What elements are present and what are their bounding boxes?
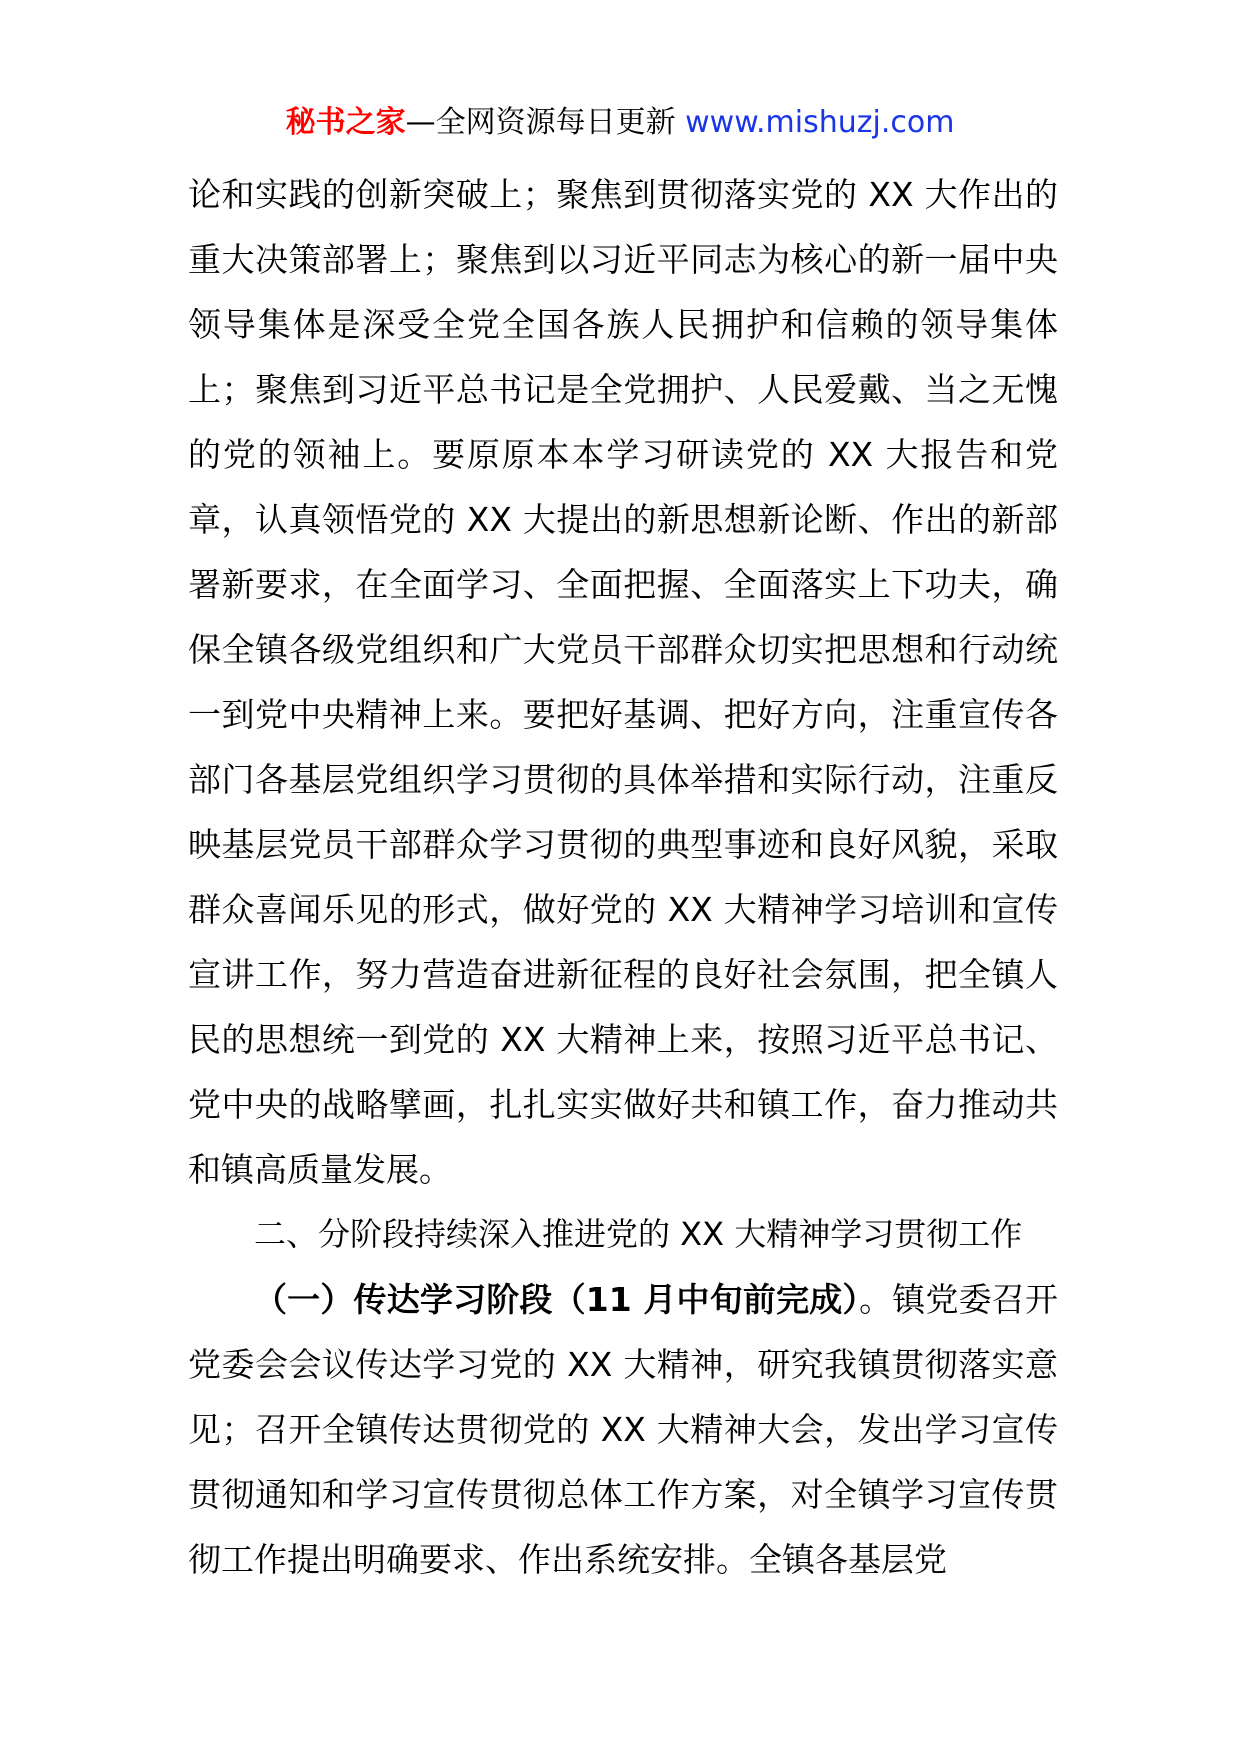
section-heading: 二、分阶段持续深入推进党的 XX 大精神学习贯彻工作: [254, 1215, 1023, 1253]
header-tagline: —全网资源每日更新: [405, 105, 686, 140]
body-paragraph: 论和实践的创新突破上；聚焦到贯彻落实党的 XX 大作出的重大决策部署上；聚焦到以习近平同志为核心的新一届中央领导集体是深受全党全国各族人民拥护和信赖的领导集体上；聚焦到习近平总书记是全党拥护、人民爱戴、当之无愧的党的领袖上。要原原本本学习研读党的 XX 大报告和党章，认真领悟党的 XX 大提出的新思想新论断、作出的新部署新要求，在全面学习、全面把握、全面落实上下功夫，确保全镇各级党组织和广大党员干部群众切实把思想和行动统一到党中央精神上来。要把好基调、把好方向，注重宣传各部门各基层党组织学习贯彻的具体举措和实际行动，注重反映基层党员干部群众学习贯彻的典型事迹和良好风貌，采取群众喜闻乐见的形式，做好党的 XX 大精神学习培训和宣传宣讲工作，努力营造奋进新征程的良好社会氛围，把全镇人民的思想统一到党的 XX 大精神上来，按照习近平总书记、党中央的战略擘画，扎扎实实做好共和镇工作，奋力推动共和镇高质量发展。: [188, 175, 1058, 1189]
document-body: [188, 162, 1058, 1592]
header-url[interactable]: www.mishuzj.com: [685, 105, 955, 140]
subsection-title: （一）传达学习阶段（11 月中旬前完成）: [254, 1280, 860, 1319]
header-brand: 秘书之家: [285, 105, 406, 140]
subsection-body: 。镇党委召开党委会会议传达学习党的 XX 大精神，研究我镇贯彻落实意见；召开全镇传达贯彻党的 XX 大精神大会，发出学习宣传贯彻通知和学习宣传贯彻总体工作方案，对全镇学习宣传贯彻工作提出明确要求、作出系统安排。全镇各基层党: [188, 1280, 1058, 1579]
page-header: [0, 98, 1240, 148]
subsection-paragraph: [188, 1267, 1058, 1592]
